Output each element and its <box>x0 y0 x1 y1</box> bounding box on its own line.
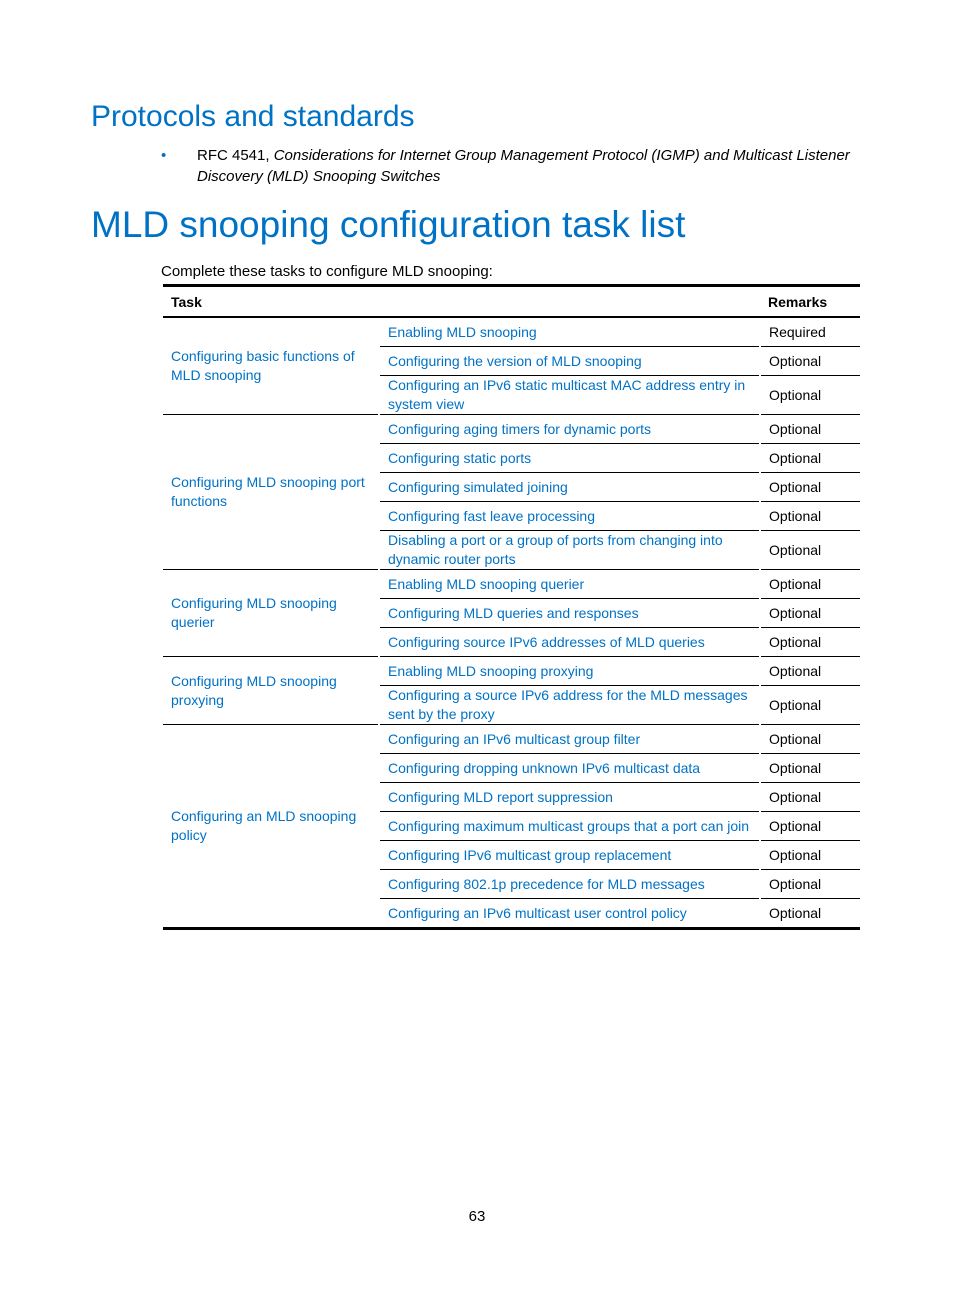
subtask-link[interactable]: Configuring 802.1p precedence for MLD messages <box>379 870 760 899</box>
remark-cell: Optional <box>760 686 860 725</box>
remark-cell: Optional <box>760 812 860 841</box>
header-remarks: Remarks <box>760 286 860 318</box>
task-group-link[interactable]: Configuring MLD snooping proxying <box>163 657 379 725</box>
remark-cell: Optional <box>760 415 860 444</box>
subtask-link[interactable]: Configuring aging timers for dynamic ports <box>379 415 760 444</box>
remark-cell: Optional <box>760 444 860 473</box>
task-group-link[interactable]: Configuring basic functions of MLD snooping <box>163 317 379 415</box>
task-table <box>163 284 860 930</box>
standard-title: Considerations for Internet Group Management Protocol (IGMP) and Multicast Listener Discovery (MLD) Snooping Switches <box>197 147 850 185</box>
remark-cell: Optional <box>760 657 860 686</box>
remark-cell: Optional <box>760 531 860 570</box>
remark-cell: Optional <box>760 870 860 899</box>
remark-cell: Optional <box>760 347 860 376</box>
standard-item <box>160 145 880 187</box>
page-number: 63 <box>468 1208 486 1225</box>
remark-cell: Optional <box>760 599 860 628</box>
remark-cell: Optional <box>760 783 860 812</box>
table-row <box>163 415 860 444</box>
subtask-link[interactable]: Configuring an IPv6 multicast group filter <box>379 725 760 754</box>
remark-cell: Optional <box>760 725 860 754</box>
standards-list <box>160 145 880 187</box>
remark-cell: Required <box>760 317 860 347</box>
subtask-link[interactable]: Configuring dropping unknown IPv6 multicast data <box>379 754 760 783</box>
table-row <box>163 657 860 686</box>
subtask-link[interactable]: Configuring simulated joining <box>379 473 760 502</box>
subtask-link[interactable]: Enabling MLD snooping <box>379 317 760 347</box>
bullet-icon: • <box>161 147 167 164</box>
remark-cell: Optional <box>760 899 860 929</box>
remark-cell: Optional <box>760 570 860 599</box>
remark-cell: Optional <box>760 502 860 531</box>
table-body <box>163 317 860 929</box>
subtask-link[interactable]: Enabling MLD snooping proxying <box>379 657 760 686</box>
table-header-row <box>163 286 860 318</box>
subtask-link[interactable]: Configuring the version of MLD snooping <box>379 347 760 376</box>
chapter-title: MLD snooping configuration task list <box>91 204 686 245</box>
subtask-link[interactable]: Configuring source IPv6 addresses of MLD queries <box>379 628 760 657</box>
subtask-link[interactable]: Configuring an IPv6 multicast user control policy <box>379 899 760 929</box>
subtask-link[interactable]: Configuring an IPv6 static multicast MAC address entry in system view <box>379 376 760 415</box>
header-task: Task <box>163 286 760 318</box>
task-group-link[interactable]: Configuring MLD snooping querier <box>163 570 379 657</box>
remark-cell: Optional <box>760 628 860 657</box>
remark-cell: Optional <box>760 376 860 415</box>
table-row <box>163 725 860 754</box>
subtask-link[interactable]: Enabling MLD snooping querier <box>379 570 760 599</box>
task-group-link[interactable]: Configuring MLD snooping port functions <box>163 415 379 570</box>
intro-text: Complete these tasks to configure MLD snooping: <box>161 263 493 280</box>
task-group-link[interactable]: Configuring an MLD snooping policy <box>163 725 379 929</box>
table-row <box>163 570 860 599</box>
subtask-link[interactable]: Configuring static ports <box>379 444 760 473</box>
table-row <box>163 317 860 347</box>
remark-cell: Optional <box>760 841 860 870</box>
subtask-link[interactable]: Configuring IPv6 multicast group replacement <box>379 841 760 870</box>
section-title: Protocols and standards <box>91 100 415 133</box>
subtask-link[interactable]: Disabling a port or a group of ports from changing into dynamic router ports <box>379 531 760 570</box>
remark-cell: Optional <box>760 473 860 502</box>
remark-cell: Optional <box>760 754 860 783</box>
subtask-link[interactable]: Configuring fast leave processing <box>379 502 760 531</box>
subtask-link[interactable]: Configuring a source IPv6 address for the MLD messages sent by the proxy <box>379 686 760 725</box>
subtask-link[interactable]: Configuring MLD queries and responses <box>379 599 760 628</box>
subtask-link[interactable]: Configuring MLD report suppression <box>379 783 760 812</box>
subtask-link[interactable]: Configuring maximum multicast groups that a port can join <box>379 812 760 841</box>
standard-prefix: RFC 4541, <box>197 147 274 164</box>
